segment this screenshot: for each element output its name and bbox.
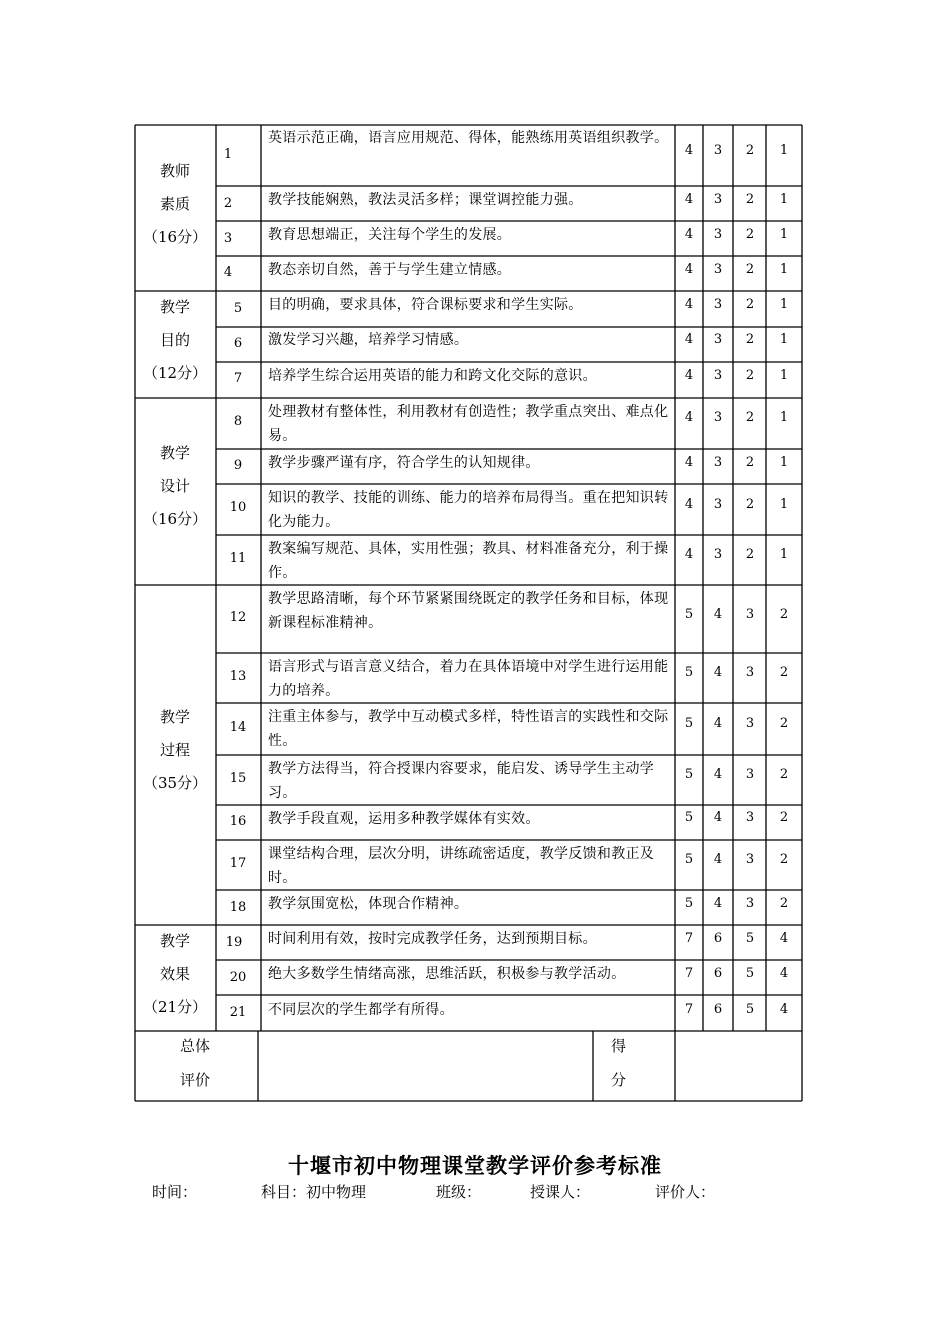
- row-criterion: 课堂结构合理，层次分明，讲练疏密适度，教学反馈和教正及时。: [268, 846, 655, 886]
- group-teaching-design: [135, 437, 215, 536]
- row-criterion: 不同层次的学生都学有所得。: [268, 1002, 454, 1018]
- score-d: 1: [779, 410, 789, 425]
- score-a: 5: [684, 716, 694, 731]
- row-number: 12: [229, 610, 247, 625]
- score-b: 3: [713, 455, 723, 470]
- score-d: 2: [779, 810, 789, 825]
- score-a: 4: [684, 455, 694, 470]
- score-label: 分: [611, 1071, 627, 1089]
- score-a: 4: [684, 410, 694, 425]
- subject-field: 科目：初中物理: [261, 1183, 367, 1201]
- score-d: 1: [779, 497, 789, 512]
- row-criterion: 教学技能娴熟，教法灵活多样；课堂调控能力强。: [268, 192, 583, 208]
- row-criterion: 知识的教学、技能的训练、能力的培养布局得当。重在把知识转化为能力。: [268, 490, 669, 530]
- row-number: 6: [233, 336, 243, 351]
- score-d: 1: [779, 143, 789, 158]
- row-criterion: 教学思路清晰，每个环节紧紧围绕既定的教学任务和目标，体现新课程标准精神。: [268, 591, 669, 631]
- row-criterion: 语言形式与语言意义结合，着力在具体语境中对学生进行运用能力的培养。: [268, 659, 669, 699]
- group-points: （12分）: [142, 364, 208, 382]
- row-criterion: 英语示范正确，语言应用规范、得体，能熟练用英语组织教学。: [268, 130, 669, 146]
- group-label: 过程: [159, 741, 190, 759]
- row-number: 17: [229, 856, 247, 871]
- score-d: 1: [779, 262, 789, 277]
- evaluator-field: 评价人：: [655, 1183, 716, 1201]
- row-criterion: 处理教材有整体性，利用教材有创造性；教学重点突出、难点化易。: [268, 404, 669, 444]
- score-d: 4: [779, 1002, 789, 1017]
- score-b: 3: [713, 192, 723, 207]
- score-a: 5: [684, 810, 694, 825]
- row-criterion: 激发学习兴趣，培养学习情感。: [268, 332, 469, 348]
- score-a: 7: [684, 966, 694, 981]
- score-c: 2: [745, 455, 755, 470]
- score-d: 2: [779, 896, 789, 911]
- row-number: 16: [229, 814, 247, 829]
- row-criterion: 教案编写规范、具体，实用性强；教具、材料准备充分，利于操作。: [268, 541, 669, 581]
- row-criterion: 教学手段直观，运用多种教学媒体有实效。: [268, 811, 540, 827]
- score-a: 4: [684, 332, 694, 347]
- score-b: 3: [713, 332, 723, 347]
- score-c: 3: [745, 852, 755, 867]
- score-a: 7: [684, 931, 694, 946]
- overall-label: 总体: [180, 1037, 211, 1055]
- overall-label: 评价: [180, 1071, 211, 1089]
- score-c: 2: [745, 410, 755, 425]
- score-b: 4: [713, 767, 723, 782]
- score-d: 1: [779, 368, 789, 383]
- row-criterion: 教学方法得当，符合授课内容要求，能启发、诱导学生主动学习。: [268, 761, 655, 801]
- group-points: （16分）: [142, 510, 208, 528]
- score-b: 3: [713, 262, 723, 277]
- score-d: 4: [779, 966, 789, 981]
- score-b: 6: [713, 1002, 723, 1017]
- score-b: 6: [713, 931, 723, 946]
- score-d: 1: [779, 227, 789, 242]
- row-number: 20: [229, 970, 247, 985]
- score-a: 4: [684, 262, 694, 277]
- time-field: 时间：: [152, 1183, 198, 1201]
- score-d: 1: [779, 455, 789, 470]
- score-b: 4: [713, 810, 723, 825]
- score-a: 5: [684, 896, 694, 911]
- score-d: 2: [779, 716, 789, 731]
- row-number: 9: [233, 458, 243, 473]
- group-label: 教学: [159, 932, 190, 950]
- score-c: 2: [745, 143, 755, 158]
- score-d: 2: [779, 607, 789, 622]
- score-c: 5: [745, 1002, 755, 1017]
- group-label: 设计: [159, 477, 190, 495]
- score-b: 4: [713, 896, 723, 911]
- score-d: 1: [779, 332, 789, 347]
- score-a: 4: [684, 297, 694, 312]
- row-criterion: 绝大多数学生情绪高涨，思维活跃，积极参与教学活动。: [268, 966, 626, 982]
- row-number: 7: [233, 371, 243, 386]
- row-number: 1: [223, 147, 233, 162]
- score-a: 4: [684, 547, 694, 562]
- row-number: 13: [229, 669, 247, 684]
- score-label: 得: [611, 1037, 627, 1055]
- group-teaching-effect: [135, 925, 215, 1024]
- score-b: 6: [713, 966, 723, 981]
- score-d: 1: [779, 547, 789, 562]
- group-label: 素质: [159, 195, 190, 213]
- row-criterion: 教态亲切自然，善于与学生建立情感。: [268, 262, 512, 278]
- row-number: 8: [233, 414, 243, 429]
- score-d: 2: [779, 665, 789, 680]
- score-b: 3: [713, 497, 723, 512]
- score-b: 3: [713, 410, 723, 425]
- score-b: 4: [713, 716, 723, 731]
- row-number: 15: [229, 771, 247, 786]
- row-number: 5: [233, 301, 243, 316]
- score-b: 3: [713, 143, 723, 158]
- score-c: 2: [745, 547, 755, 562]
- row-number: 4: [223, 265, 233, 280]
- score-c: 3: [745, 767, 755, 782]
- class-field: 班级：: [436, 1183, 482, 1201]
- score-d: 1: [779, 192, 789, 207]
- score-c: 3: [745, 607, 755, 622]
- score-c: 5: [745, 966, 755, 981]
- group-label: 教师: [159, 162, 190, 180]
- row-number: 2: [223, 196, 233, 211]
- score-a: 4: [684, 497, 694, 512]
- score-c: 3: [745, 896, 755, 911]
- row-criterion: 时间利用有效，按时完成教学任务，达到预期目标。: [268, 931, 597, 947]
- score-a: 5: [684, 767, 694, 782]
- score-d: 2: [779, 767, 789, 782]
- score-c: 3: [745, 810, 755, 825]
- group-points: （21分）: [142, 998, 208, 1016]
- group-label: 教学: [159, 708, 190, 726]
- score-d: 2: [779, 852, 789, 867]
- score-c: 5: [745, 931, 755, 946]
- group-teacher-quality: [135, 155, 215, 254]
- score-b: 4: [713, 665, 723, 680]
- score-c: 2: [745, 497, 755, 512]
- group-label: 教学: [159, 298, 190, 316]
- row-number: 21: [229, 1005, 247, 1020]
- score-c: 3: [745, 716, 755, 731]
- score-d: 4: [779, 931, 789, 946]
- group-label: 教学: [159, 444, 190, 462]
- score-b: 3: [713, 368, 723, 383]
- score-c: 2: [745, 368, 755, 383]
- score-a: 5: [684, 665, 694, 680]
- score-b: 3: [713, 547, 723, 562]
- group-teaching-process: [135, 701, 215, 800]
- row-number: 3: [223, 231, 233, 246]
- row-number: 11: [229, 551, 247, 566]
- row-criterion: 教学步骤严谨有序，符合学生的认知规律。: [268, 455, 540, 471]
- row-number: 18: [229, 900, 247, 915]
- score-a: 4: [684, 227, 694, 242]
- score-b: 3: [713, 297, 723, 312]
- group-label: 目的: [159, 331, 190, 349]
- score-d: 1: [779, 297, 789, 312]
- group-points: （35分）: [142, 774, 208, 792]
- score-a: 4: [684, 143, 694, 158]
- score-c: 3: [745, 665, 755, 680]
- score-c: 2: [745, 227, 755, 242]
- score-a: 7: [684, 1002, 694, 1017]
- score-c: 2: [745, 192, 755, 207]
- row-criterion: 教育思想端正，关注每个学生的发展。: [268, 227, 512, 243]
- score-a: 4: [684, 192, 694, 207]
- row-number: 14: [229, 720, 247, 735]
- score-a: 4: [684, 368, 694, 383]
- row-number: 10: [229, 500, 247, 515]
- row-criterion: 注重主体参与，教学中互动模式多样，特性语言的实践性和交际性。: [268, 709, 669, 749]
- group-teaching-goals: [135, 291, 215, 390]
- score-b: 3: [713, 227, 723, 242]
- score-c: 2: [745, 262, 755, 277]
- row-number: 19: [225, 935, 243, 950]
- score-b: 4: [713, 607, 723, 622]
- teacher-field: 授课人：: [530, 1183, 591, 1201]
- group-label: 效果: [159, 965, 190, 983]
- page-title: 十堰市初中物理课堂教学评价参考标准: [288, 1153, 662, 1178]
- group-points: （16分）: [142, 228, 208, 246]
- score-a: 5: [684, 852, 694, 867]
- row-criterion: 培养学生综合运用英语的能力和跨文化交际的意识。: [268, 368, 597, 384]
- row-criterion: 目的明确，要求具体，符合课标要求和学生实际。: [268, 297, 583, 313]
- score-c: 2: [745, 332, 755, 347]
- score-c: 2: [745, 297, 755, 312]
- score-b: 4: [713, 852, 723, 867]
- score-a: 5: [684, 607, 694, 622]
- row-criterion: 教学氛围宽松，体现合作精神。: [268, 896, 469, 912]
